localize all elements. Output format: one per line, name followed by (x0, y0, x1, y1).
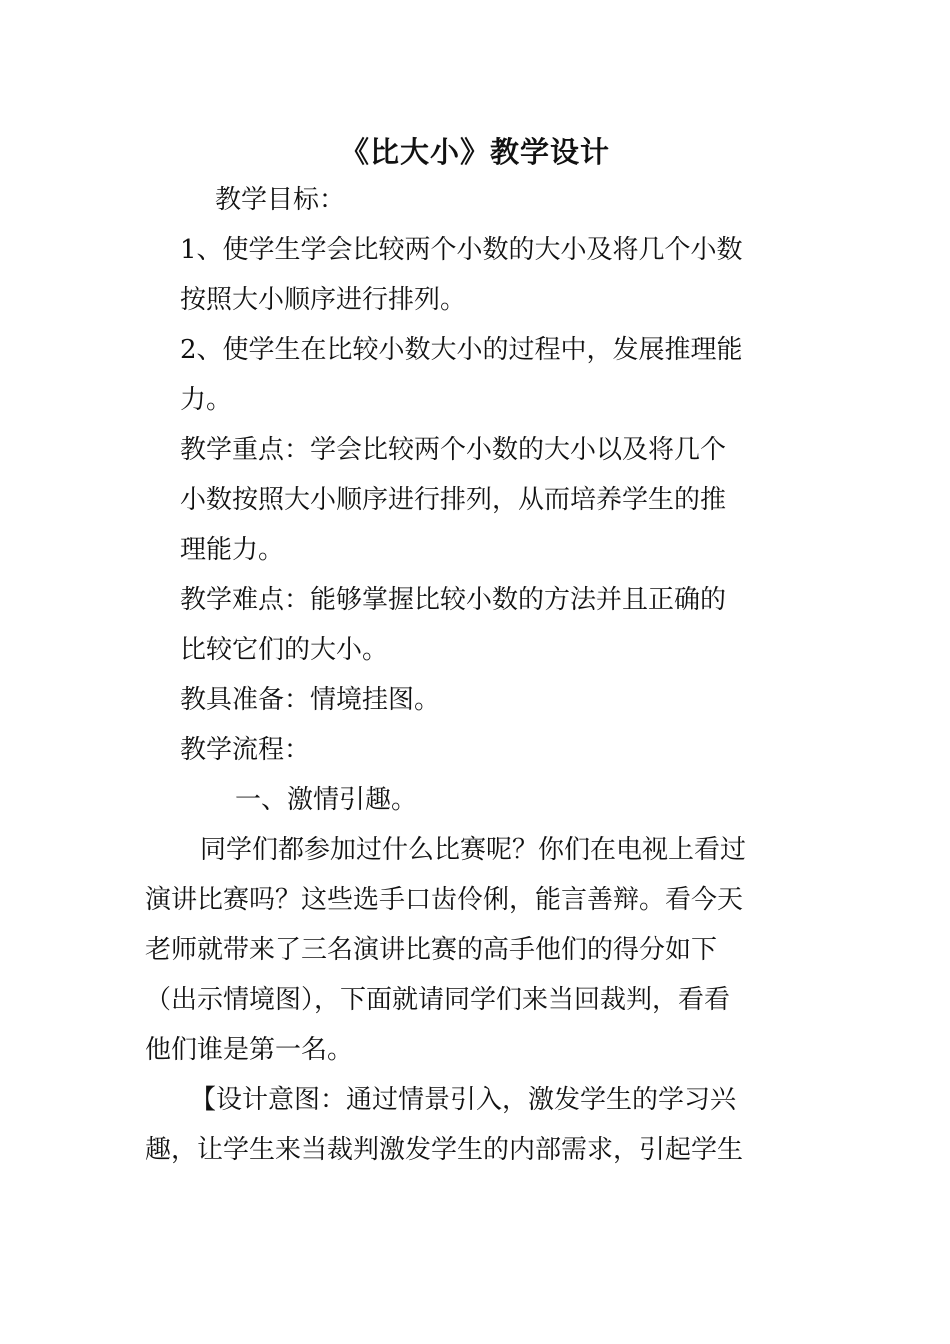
text-line-key-points-cont-1: 小数按照大小顺序进行排列，从而培养学生的推 (180, 485, 727, 515)
text-line-key-points: 教学重点：学会比较两个小数的大小以及将几个 (180, 435, 727, 465)
text-line-design-intent-cont: 趣，让学生来当裁判激发学生的内部需求，引起学生 (145, 1135, 744, 1165)
text-line-objective-2: 2、使学生在比较小数大小的过程中，发展推理能 (180, 335, 743, 365)
text-line-paragraph-4: （出示情境图），下面就请同学们来当回裁判，看看 (145, 985, 731, 1015)
text-line-key-points-cont-2: 理能力。 (180, 535, 285, 565)
text-line-teaching-aids: 教具准备：情境挂图。 (180, 685, 441, 715)
document-title: 《比大小》教学设计 (339, 135, 610, 169)
text-line-difficulties-cont: 比较它们的大小。 (180, 635, 389, 665)
text-line-difficulties: 教学难点：能够掌握比较小数的方法并且正确的 (180, 585, 727, 615)
text-line-objective-2-cont: 力。 (180, 385, 233, 415)
text-line-paragraph-2: 演讲比赛吗？这些选手口齿伶俐，能言善辩。看今天 (145, 885, 744, 915)
text-line-design-intent: 【设计意图：通过情景引入，激发学生的学习兴 (190, 1085, 737, 1115)
text-line-objective-1-cont: 按照大小顺序进行排列。 (180, 285, 467, 315)
text-line-objective-1: 1、使学生学会比较两个小数的大小及将几个小数 (180, 235, 743, 265)
text-line-objectives-heading: 教学目标： (215, 185, 346, 215)
text-line-paragraph-3: 老师就带来了三名演讲比赛的高手他们的得分如下 (145, 935, 718, 965)
text-line-section-one: 一、激情引趣。 (235, 785, 418, 815)
text-line-paragraph-5: 他们谁是第一名。 (145, 1035, 354, 1065)
text-line-paragraph-1: 同学们都参加过什么比赛呢？你们在电视上看过 (200, 835, 747, 865)
text-line-process-heading: 教学流程： (180, 735, 311, 765)
